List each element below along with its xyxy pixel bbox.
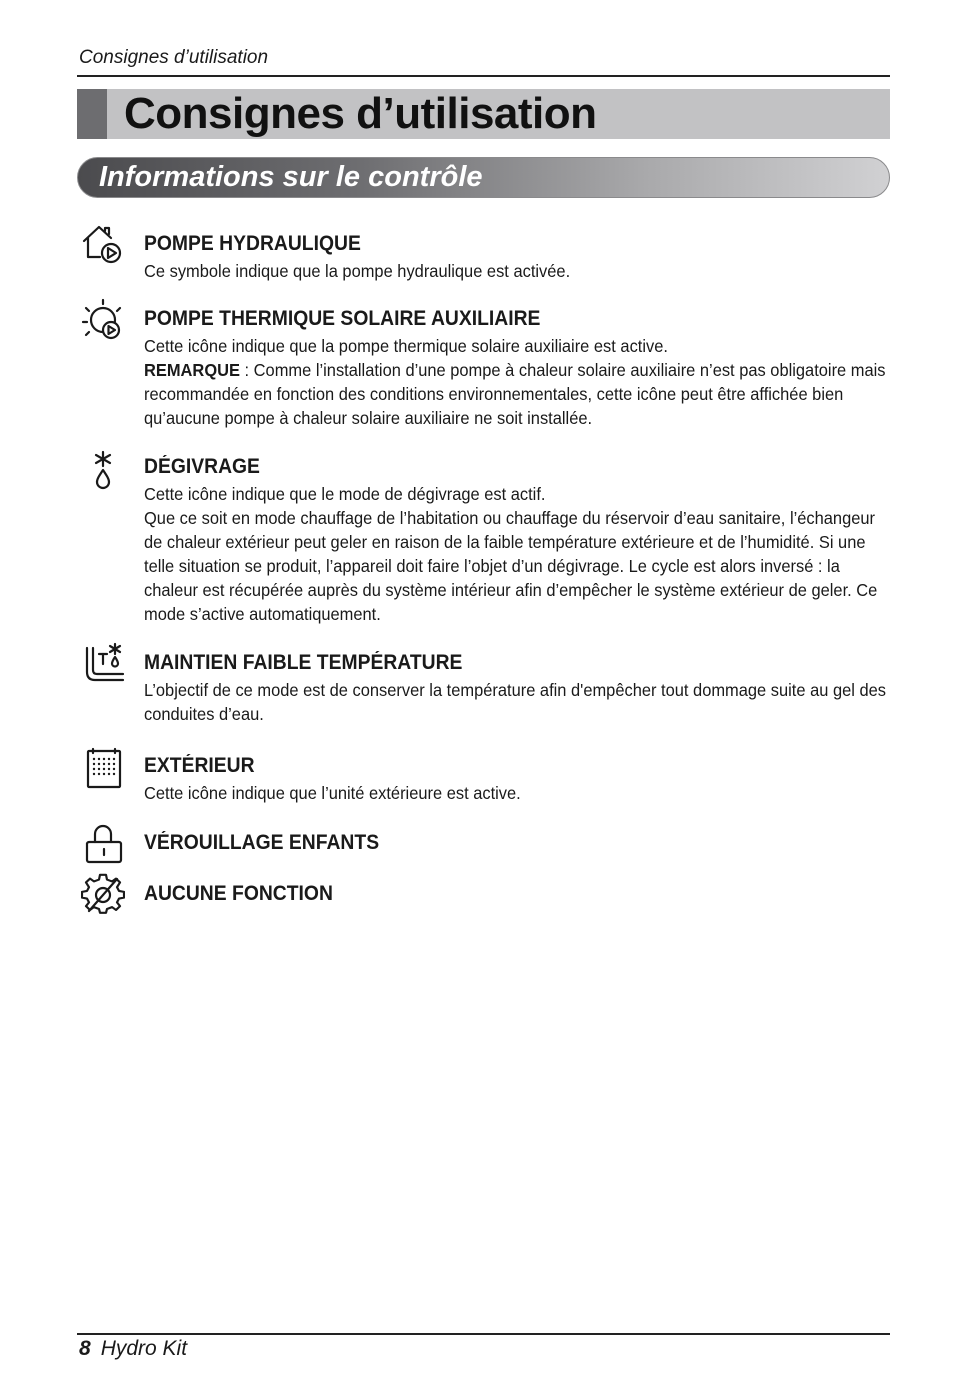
item-paragraph: Cette icône indique que la pompe thermique solaire auxiliaire est active. (144, 336, 668, 356)
freeze-protection-icon (81, 642, 125, 686)
remark-text: : Comme l’installation d’une pompe à chaleur solaire auxiliaire n’est pas obligatoire mais recommandée en fonction des conditions environnementales, cette icône peut être affichée bien qu’aucune pompe à chaleur solaire auxiliaire ne soit installée. (144, 360, 886, 428)
item-text (144, 259, 887, 283)
remark-label: REMARQUE (144, 360, 240, 380)
item-heading: EXTÉRIEUR (144, 754, 255, 777)
item-text (144, 781, 887, 805)
item-heading: POMPE HYDRAULIQUE (144, 232, 361, 255)
defrost-icon (81, 446, 125, 490)
item-remark (144, 358, 887, 430)
no-function-icon (81, 873, 125, 917)
title-marker (77, 89, 107, 139)
header-rule (77, 75, 890, 77)
item-paragraph: Que ce soit en mode chauffage de l’habitation ou chauffage du réservoir d’eau sanitaire, l’échangeur de chaleur extérieur peut geler en raison de la faible température extérieure et de l’humidité. Si une telle situation se produit, l’appareil doit faire l’objet d’un dégivrage. Le cycle est alors inversé : la chaleur est récupérée auprès du système intérieur afin d’empêcher le système extérieur de geler. Ce mode s’active automatiquement. (144, 508, 878, 624)
section-heading: Informations sur le contrôle (99, 161, 483, 193)
page-number: 8 (79, 1337, 91, 1360)
item-heading: AUCUNE FONCTION (144, 882, 333, 905)
item-heading: DÉGIVRAGE (144, 455, 260, 478)
item-paragraph: Cette icône indique que le mode de dégivrage est actif. (144, 484, 546, 504)
item-paragraph: L’objectif de ce mode est de conserver la température afin d'empêcher tout dommage suite au gel des conduites d’eau. (144, 680, 886, 724)
product-name: Hydro Kit (100, 1337, 188, 1360)
solar-pump-icon (81, 298, 125, 342)
item-text (144, 334, 887, 430)
section-heading-bar (77, 157, 890, 198)
item-heading: VÉROUILLAGE ENFANTS (144, 831, 380, 854)
title-bar (77, 89, 890, 139)
item-text (144, 678, 887, 726)
page-title: Consignes d’utilisation (124, 89, 597, 138)
page-footer (79, 1337, 187, 1361)
running-header: Consignes d’utilisation (79, 47, 269, 68)
item-heading: POMPE THERMIQUE SOLAIRE AUXILIAIRE (144, 307, 541, 330)
footer-rule (77, 1333, 890, 1335)
item-heading: MAINTIEN FAIBLE TEMPÉRATURE (144, 651, 463, 674)
item-paragraph: Cette icône indique que l’unité extérieure est active. (144, 783, 521, 803)
outdoor-unit-icon (81, 745, 125, 789)
child-lock-icon (81, 822, 125, 866)
house-pump-icon (81, 223, 125, 267)
item-paragraph: Ce symbole indique que la pompe hydraulique est activée. (144, 261, 571, 281)
item-text (144, 482, 887, 626)
